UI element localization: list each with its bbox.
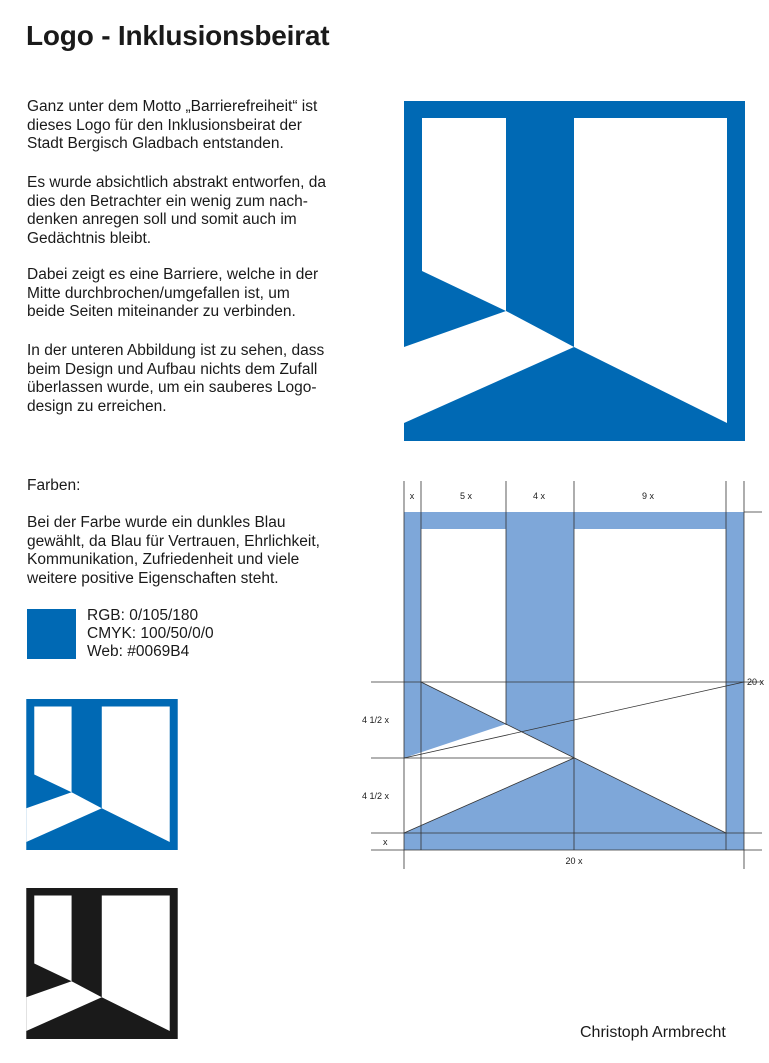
intro-paragraph-4: In der unteren Abbildung ist zu sehen, dass beim Design und Aufbau nichts dem Zufall überlassen wurde, um ein sauberes Logo- design zu erreichen. — [27, 342, 325, 415]
colors-heading: Farben: — [27, 477, 81, 494]
construction-diagram — [355, 477, 767, 872]
intro-paragraph-2: Es wurde absichtlich abstrakt entworfen, da dies den Betrachter ein wenig zum nach- denken anregen soll und somit auch im Gedächtnis bleibt. — [27, 174, 326, 247]
intro-paragraph-1: Ganz unter dem Motto „Barrierefreiheit“ ist dieses Logo für den Inklusionsbeirat der Stadt Bergisch Gladbach entstanden. — [27, 98, 318, 152]
dim-left-lower: 4 1/2 x — [362, 791, 390, 801]
dim-bottom-20x: 20 x — [565, 856, 583, 866]
page-title: Logo - Inklusionsbeirat — [26, 20, 330, 51]
dim-right-20x: 20 x — [747, 677, 765, 687]
logo-small-black — [26, 888, 178, 1039]
color-values — [87, 607, 214, 661]
logo-small-blue — [26, 699, 178, 850]
dim-left-upper: 4 1/2 x — [362, 715, 390, 725]
main-logo — [404, 101, 745, 441]
intro-paragraph-3: Dabei zeigt es eine Barriere, welche in der Mitte durchbrochen/umgefallen ist, um beide Seiten miteinander zu verbinden. — [27, 266, 319, 320]
colors-description: Bei der Farbe wurde ein dunkles Blau gewählt, da Blau für Vertrauen, Ehrlichkeit, Kommunikation, Zufriedenheit und viele weitere positive Eigenschaften steht. — [27, 514, 320, 587]
dim-top-x: x — [409, 491, 415, 501]
cmyk-value: CMYK: 100/50/0/0 — [87, 625, 214, 642]
dim-top-9x: 9 x — [641, 491, 655, 501]
web-value: Web: #0069B4 — [87, 643, 190, 660]
rgb-value: RGB: 0/105/180 — [87, 607, 199, 624]
author-name: Christoph Armbrecht — [580, 1024, 726, 1041]
dim-left-x: x — [383, 837, 388, 847]
dim-top-4x: 4 x — [532, 491, 546, 501]
dim-top-5x: 5 x — [459, 491, 473, 501]
color-swatch — [27, 609, 76, 659]
